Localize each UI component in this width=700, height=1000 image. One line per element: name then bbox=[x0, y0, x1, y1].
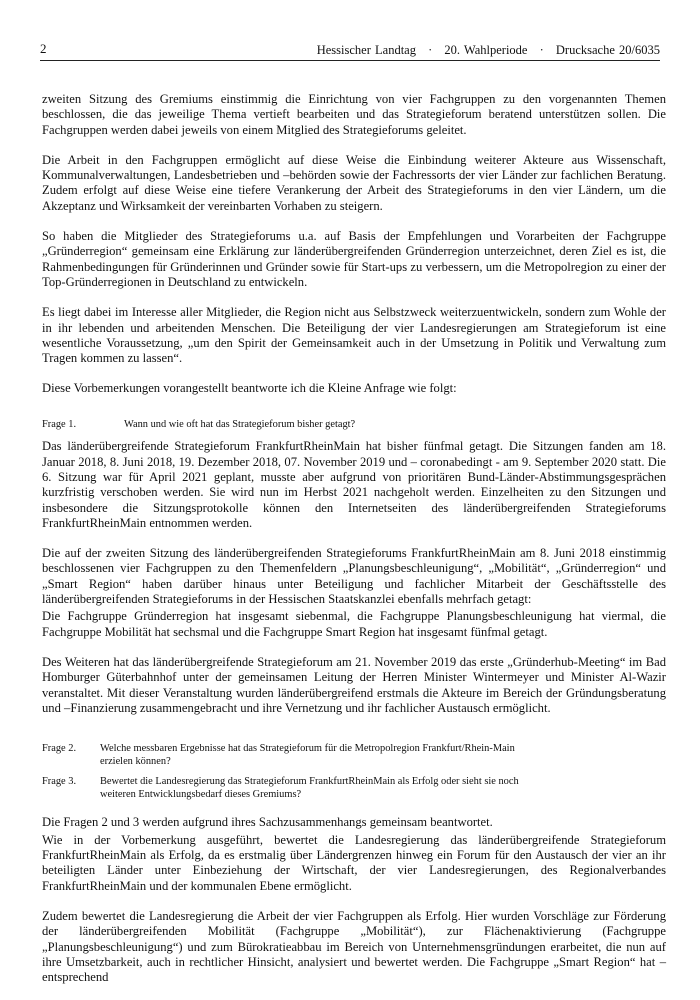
document-reference: Drucksache 20/6035 bbox=[555, 43, 660, 57]
header-separator: · bbox=[539, 43, 544, 57]
answer-paragraph: Das länderübergreifende Strategieforum FrankfurtRheinMain hat bisher fünfmal getagt. Die Sitzungen fanden am 18. Januar 2018, 8. Juni 2018, 19. Dezember 2018, 07. November 2019 und – coronabedingt - am 9. September 2020 statt. Die 6. Sitzung war für April 2021 geplant, musste aber aufgrund von prioritären Bund-Länder-Abstimmungsgesprächen kurzfristig verschoben werden. Sie wird nun im Herbst 2021 nachgeholt werden. Einzelheiten zu den Sitzungen und insbesondere die Sitzungsprotokolle können den Internetseiten des länderübergreifenden Strategieforums FrankfurtRheinMain entnommen werden. bbox=[42, 439, 666, 530]
publisher-name: Hessischer Landtag bbox=[316, 43, 416, 57]
header-separator: · bbox=[428, 43, 433, 57]
spacer bbox=[42, 731, 666, 743]
paragraph: Es liegt dabei im Interesse aller Mitglieder, die Region nicht aus Selbstzweck weiterzuentwickeln, sondern zum Wohle der in ihr lebenden und arbeitenden Menschen. Die Beteiligung der vier Landesregierungen am Strategieforum ist eine wesentliche Voraussetzung, „um den Spirit der Gemeinsamkeit auch in der Umsetzung in Politik und Verwaltung zum Tragen kommen zu lassen“. bbox=[42, 305, 666, 366]
question-2 bbox=[42, 743, 666, 768]
running-title bbox=[317, 42, 660, 58]
question-text: Welche messbaren Ergebnisse hat das Strategieforum für die Metropolregion Frankfurt/Rhein-Main erzielen können? bbox=[100, 743, 515, 767]
answer-paragraph: Die Fachgruppe Gründerregion hat insgesamt siebenmal, die Fachgruppe Planungsbeschleunigung hat viermal, die Fachgruppe Mobilität hat sechsmal und die Fachgruppe Smart Region hat insgesamt fünfmal getagt. bbox=[42, 609, 666, 639]
question-label: Frage 2. bbox=[42, 743, 77, 755]
answer-paragraph: Wie in der Vorbemerkung ausgeführt, bewertet die Landesregierung das länderübergreifende Strategieforum FrankfurtRheinMain als Erfolg, da es erstmalig über Ländergrenzen hinweg ein Forum für den Austausch der vier an ihr beteiligten Länder unter Einbeziehung der Wirtschaft, der vier Landesregierungen, des Regionalverbandes FrankfurtRheinMain und der kommunalen Ebene ermöglicht. bbox=[42, 832, 666, 893]
legislative-period: 20. Wahlperiode bbox=[444, 43, 528, 57]
paragraph: So haben die Mitglieder des Strategieforums u.a. auf Basis der Empfehlungen und Vorarbeiten der Fachgruppe „Gründerregion“ gemeinsam eine Erklärung zur länderübergreifenden Gründerregion unterzeichnet, deren Ziel es ist, die Rahmenbedingungen für Gründerinnen und Gründer sowie für Start-ups zu verbessern, um die Metropolregion zu einer der Top-Gründerregionen in Deutschland zu entwickeln. bbox=[42, 229, 666, 289]
question-label: Frage 1. bbox=[42, 418, 77, 430]
question-text: Wann und wie oft hat das Strategieforum bisher getagt? bbox=[124, 418, 356, 430]
answer-paragraph: Zudem bewertet die Landesregierung die Arbeit der vier Fachgruppen als Erfolg. Hier wurden Vorschläge zur Förderung der länderübergreifenden Mobilität (Fachgruppe „Mobilität“), zur Flächenaktivierung (Fachgruppe „Planungsbeschleunigung“) und zum Bürokratieabbau im Bereich von Unternehmensgründungen erarbeitet, die nun auf ihre Umsetzbarkeit, auch in rechtlicher Hinsicht, analysiert und bewertet werden. Die Fachgruppe „Smart Region“ hat – entsprechend bbox=[42, 908, 666, 985]
spacer bbox=[42, 412, 666, 419]
question-3 bbox=[42, 776, 666, 801]
answer-paragraph: Die auf der zweiten Sitzung des länderübergreifenden Strategieforums FrankfurtRheinMain am 8. Juni 2018 einstimmig beschlossenen vier Fachgruppen zu den Themenfeldern „Planungsbeschleunigung“, „Mobilität“, „Gründerregion“ und „Smart Region“ haben darüber hinaus unter Beteiligung und fachlicher Mitarbeit der Geschäftsstelle des länderübergreifenden Strategieforums in der Hessischen Staatskanzlei ebenfalls mehrfach getagt: bbox=[42, 546, 666, 607]
question-text: Bewertet die Landesregierung das Strategieforum FrankfurtRheinMain als Erfolg oder sieht sie noch weiteren Entwicklungsbedarf dieses Gremiums? bbox=[100, 776, 519, 800]
paragraph: zweiten Sitzung des Gremiums einstimmig die Einrichtung von vier Fachgruppen zu den vorgenannten Themen beschlossen, die das jeweilige Thema vertieft bearbeiten und das Strategieforum beratend unterstützen sollen. Die Fachgruppen werden dabei jeweils von einem Mitglied des Strategieforums geleitet. bbox=[42, 92, 666, 137]
paragraph: Die Arbeit in den Fachgruppen ermöglicht auf diese Weise die Einbindung weiterer Akteure aus Wissenschaft, Kommunalverwaltungen, Landesbetrieben und –behörden sowie der Fachressorts der vier Länder zur fachlichen Beratung. Zudem erfolgt auf diese Weise eine tiefere Verankerung der Arbeit des Strategieforums in den vier Ländern, um die Akzeptanz und Wirksamkeit der vereinbarten Vorhaben zu steigern. bbox=[42, 152, 666, 213]
question-label: Frage 3. bbox=[42, 776, 77, 788]
question-1 bbox=[42, 419, 666, 432]
answer-paragraph: Des Weiteren hat das länderübergreifende Strategieforum am 21. November 2019 das erste „Gründerhub-Meeting“ im Bad Homburger Güterbahnhof unter der gemeinsamen Leitung der Herren Minister Wintermeyer und Minister Al-Wazir veranstaltet. Mit dieser Veranstaltung wurden länderübergreifend erstmals die Akteure im Bereich der Gründungsberatung und –Finanzierung zusammengebracht und ihre Vernetzung und ihr fachlicher Austausch ermöglicht. bbox=[42, 654, 666, 715]
page-number: 2 bbox=[40, 41, 47, 56]
paragraph: Diese Vorbemerkungen vorangestellt beantworte ich die Kleine Anfrage wie folgt: bbox=[42, 381, 457, 396]
running-header bbox=[40, 40, 660, 61]
document-body bbox=[42, 92, 666, 1000]
answer-paragraph: Die Fragen 2 und 3 werden aufgrund ihres Sachzusammenhangs gemeinsam beantwortet. bbox=[42, 815, 493, 830]
